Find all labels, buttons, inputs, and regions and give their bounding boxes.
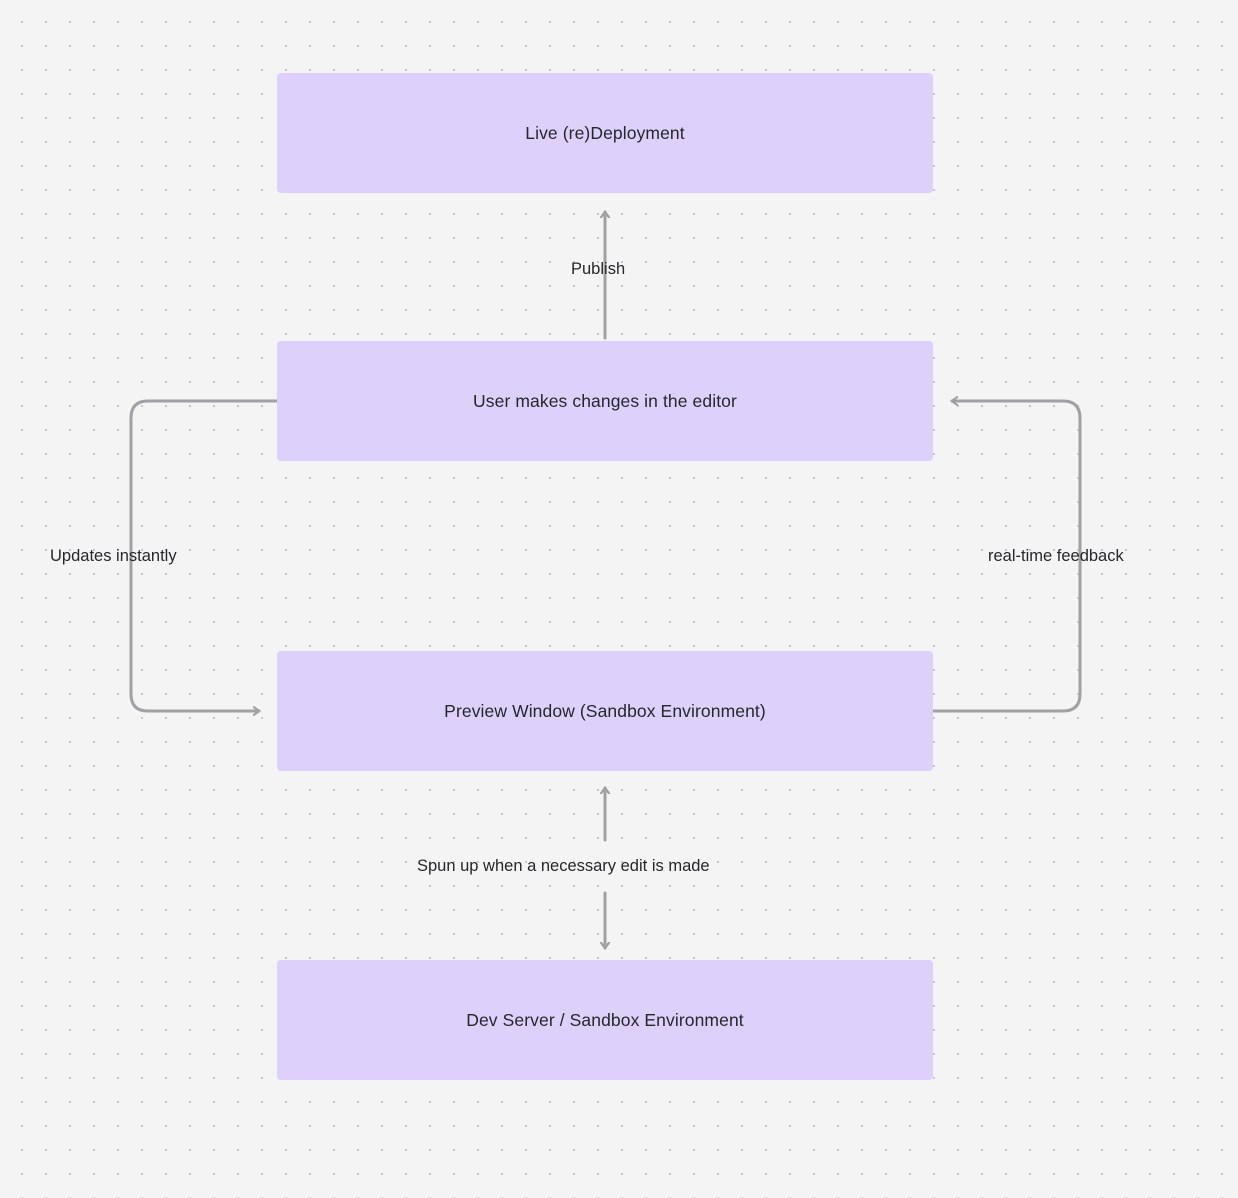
node-label: User makes changes in the editor (473, 390, 737, 411)
node-dev-server[interactable] (277, 960, 933, 1080)
edge-label-updates-instantly: Updates instantly (50, 547, 177, 565)
edge-label-publish: Publish (571, 260, 626, 278)
edge-label-spun-up: Spun up when a necessary edit is made (417, 857, 710, 875)
node-preview-window[interactable] (277, 651, 933, 771)
node-label: Live (re)Deployment (525, 122, 685, 143)
node-live-redeployment[interactable] (277, 73, 933, 193)
node-label: Dev Server / Sandbox Environment (466, 1009, 744, 1030)
node-label: Preview Window (Sandbox Environment) (444, 700, 766, 721)
node-user-makes-changes[interactable] (277, 341, 933, 461)
edge-label-real-time-feedback: real-time feedback (988, 547, 1124, 565)
